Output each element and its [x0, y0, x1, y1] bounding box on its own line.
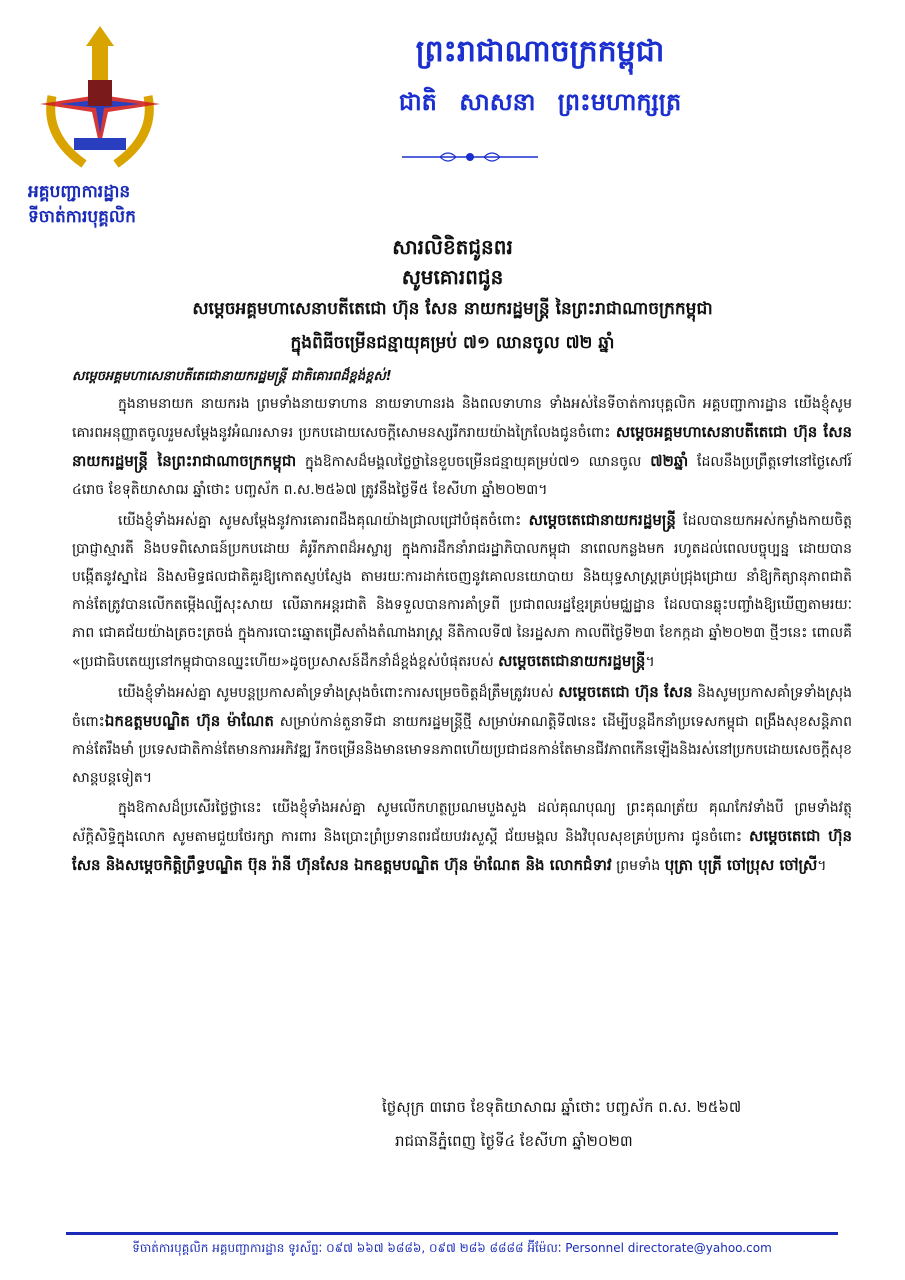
- p3-bold-a: សម្ដេចតេជោ ហ៊ុន សែន: [558, 683, 693, 701]
- paragraph-3: [72, 678, 852, 792]
- letter-occasion: ក្នុងពិធីចម្រើនជន្មាយុគម្រប់ ៧១ ឈានចូល ៧២ ឆ្នាំ: [290, 333, 615, 353]
- p2-text-c: ដែលបានយកអស់កម្លាំងកាយចិត្ត ប្រាជ្ញាស្មារតី និងបទពិសោធន៍ប្រកបដោយ គំរូរីកភាពដ៏អស្ចារ្យ ក្នុងការដឹកនាំរាជរដ្ឋាភិបាលកម្ពុជា នាពេលកន្លងមក រហូតដល់ពេលបច្ចុប្បន្ន ដោយបានបង្កើតនូវស្នាដៃ និងសមិទ្ធផលជាតិគួរឱ្យកោតស្ញប់ស្ញែង តាមរយៈការដាក់ចេញនូវគោលនយោបាយ និងយុទ្ធសាស្ត្រគ្រប់ជ្រុងជ្រោយ នាំឱ្យកិត្យានុភាពជាតិ កាន់តែត្រូវបានលើកតម្កើងល្បីសុះសាយ លើឆាកអន្តរជាតិ និងទទួលបានការគាំទ្រពី ប្រជាពលរដ្ឋខ្មែរគ្រប់មជ្ឈដ្ឋាន ដែលបានឆ្លុះបញ្ចាំងឱ្យឃើញតាមរយៈភាព ជោគជ័យយ៉ាងត្រចះត្រចង់ ក្នុងការបោះឆ្នោតជ្រើសតាំងតំណាងរាស្ត្រ នីតិកាលទី៧ នៃរដ្ឋសភា កាលពីថ្ងៃទី២៣ ខែកក្កដា ឆ្នាំ២០២៣ ថ្មីៗនេះ ពោលគឺ «ប្រជាធិបតេយ្យនៅកម្ពុជាបានឈ្នះហើយ»ដូចប្រសាសន៍ដឹកនាំដ៏ខ្ពង់ខ្ពស់បំផុតរបស់: [72, 513, 853, 670]
- letter-body: [72, 390, 852, 882]
- paragraph-2: [72, 506, 852, 676]
- p2-bold-a: សម្ដេចតេជោនាយករដ្ឋមន្ត្រី: [528, 511, 676, 529]
- organization-name: [28, 180, 218, 230]
- p2-end: ។: [645, 654, 655, 670]
- p4-text-a: ក្នុងឱកាសដ៏ប្រសើរថ្លៃថ្លានេះ យើងខ្ញុំទាំងអស់គ្នា សូមលើកហត្ថប្រណមបួងសួង ដល់គុណបុណ្យ ព្រះគុណត្រ័យ គុណកែវទាំងបី ព្រមទាំងវត្ថុស័ក្ដិសិទ្ធិក្នុងលោក សូមតាមជួយថែរក្សា ការពារ និងប្រោះព្រំប្រទានពរជ័យបវរសួស្ដី ជ័យមង្គល និងវិបុលសុខគ្រប់ប្រការ ជូនចំពោះ: [72, 800, 852, 845]
- footer-divider: [66, 1232, 838, 1235]
- p4-bold-b: បុត្រា បុត្រី ចៅប្រុស ចៅស្រី: [664, 856, 818, 874]
- p1-bold-age: ៧២ឆ្នាំ: [650, 452, 689, 470]
- p2-text-a: យើងខ្ញុំទាំងអស់គ្នា សូមសម្ដែងនូវការគោរពដឹងគុណយ៉ាងជ្រាលជ្រៅបំផុតចំពោះ: [118, 513, 522, 529]
- date-lunar: ថ្ងៃសុក្រ ៣រោច ខែទុតិយាសាឍ ឆ្នាំថោះ បញ្ចស័ក ព.ស. ២៥៦៧: [382, 1098, 742, 1116]
- date-solar: រាជធានីភ្នំពេញ ថ្ងៃទី៤ ខែសីហា ឆ្នាំ២០២៣: [395, 1132, 633, 1150]
- p3-bold-b: ឯកឧត្តមបណ្ឌិត ហ៊ុន ម៉ាណែត: [104, 712, 274, 730]
- decorative-divider-icon: [400, 148, 540, 166]
- paragraph-4: [72, 794, 852, 880]
- letter-heading: សារលិខិតជូនពរ: [392, 235, 513, 259]
- paragraph-1: [72, 390, 852, 504]
- p1-bold-recipient: សម្ដេចអគ្គមហាសេនាបតីតេជោ ហ៊ុន សែន នាយករដ្ឋមន្ត្រី នៃព្រះរាជាណាចក្រកម្ពុជា: [72, 423, 852, 470]
- p3-text-a: យើងខ្ញុំទាំងអស់គ្នា សូមបន្តប្រកាសគាំទ្រទាំងស្រុងចំពោះការសម្រេចចិត្តដ៏ត្រឹមត្រូវរបស់: [118, 685, 554, 701]
- p4-text-c: ព្រមទាំង: [616, 858, 661, 874]
- kingdom-title: ព្រះរាជាណាចក្រកម្ពុជា: [415, 34, 665, 69]
- footer-contact: ទីចាត់ការបុគ្គលិក អគ្គបញ្ជាការដ្ឋាន ទូរស័ព្ទៈ ០៩៧ ៦៦៧ ៦៨៨៦, ០៩៧ ២៨៦ ៨៨៨៨ អ៊ីម៉ែលៈ Personnel directorate@yahoo.com: [132, 1241, 772, 1255]
- letter-recipient: សម្ដេចអគ្គមហាសេនាបតីតេជោ ហ៊ុន សែន នាយករដ្ឋមន្ត្រី នៃព្រះរាជាណាចក្រកម្ពុជា: [192, 299, 713, 319]
- p1-text-e: ដែលនឹងប្រព្រឹត្តទៅនៅថ្ងៃសៅរ៍ ៤រោច ខែទុតិយាសាឍ ឆ្នាំថោះ បញ្ចស័ក ព.ស.២៥៦៧ ត្រូវនឹងថ្ងៃទី៥ ខែសីហា ឆ្នាំ២០២៣។: [72, 454, 852, 498]
- p2-bold-b: សម្ដេចតេជោនាយករដ្ឋមន្ត្រី: [498, 652, 646, 670]
- military-emblem-icon: [34, 26, 166, 176]
- p4-end: ។: [817, 858, 827, 874]
- org-name-line2: ទីចាត់ការបុគ្គលិក: [28, 207, 136, 227]
- org-name-line1: អគ្គបញ្ជាការដ្ឋាន: [28, 182, 131, 202]
- letter-salutation: សូមគោរពជូន: [401, 265, 504, 289]
- p3-text-e: សម្រាប់កាន់តួនាទីជា នាយករដ្ឋមន្ត្រីថ្មី សម្រាប់អាណត្តិទី៧នេះ ដើម្បីបន្តដឹកនាំប្រទេសកម្ពុជា ពង្រឹងសុខសន្តិភាពកាន់តែរឹងមាំ ប្រទេសជាតិកាន់តែមានការអភិវឌ្ឍ រីកចម្រើននិងមានមោទនភាពហើយប្រជាជនកាន់តែមានជីវភាពកើនឡើងនិងរស់នៅប្រកបដោយសេចក្ដីសុខសាន្តបន្តទៀត។: [72, 714, 852, 786]
- p1-text-c: ក្នុងឱកាសដ៏មង្គលថ្លៃថ្លានៃខួបចម្រើនជន្មាយុគម្រប់៧១ ឈានចូល: [304, 454, 642, 470]
- p1-text-a: ក្នុងនាមនាយក នាយករង ព្រមទាំងនាយទាហាន នាយទាហានរង និងពលទាហាន ទាំងអស់នៃទីចាត់ការបុគ្គលិក អគ្គបញ្ជាការដ្ឋាន យើងខ្ញុំសូមគោរពអនុញ្ញាតចូលរួមសម្ដែងនូវអំណរសាទរ ប្រកបដោយសេចក្ដីសោមនស្សរីករាយយ៉ាងក្រៃលែងជូនចំពោះ: [72, 396, 852, 441]
- p3-text-c: និងសូមប្រកាសគាំទ្រទាំងស្រុងចំពោះ: [72, 685, 852, 730]
- p4-bold-a: សម្ដេចតេជោ ហ៊ុន សែន និងសម្ដេចកិត្តិព្រឹទ្ធបណ្ឌិត ប៊ុន រ៉ានី ហ៊ុនសែន ឯកឧត្តមបណ្ឌិត ហ៊ុន ម៉ាណែត និង លោកជំទាវ: [72, 827, 853, 874]
- letter-greeting: សម្ដេចអគ្គមហាសេនាបតីតេជោនាយករដ្ឋមន្ត្រី ជាតិគោរពដ៏ខ្ពង់ខ្ពស់!: [72, 369, 392, 384]
- national-motto: ជាតិ សាសនា ព្រះមហាក្សត្រ: [398, 88, 682, 116]
